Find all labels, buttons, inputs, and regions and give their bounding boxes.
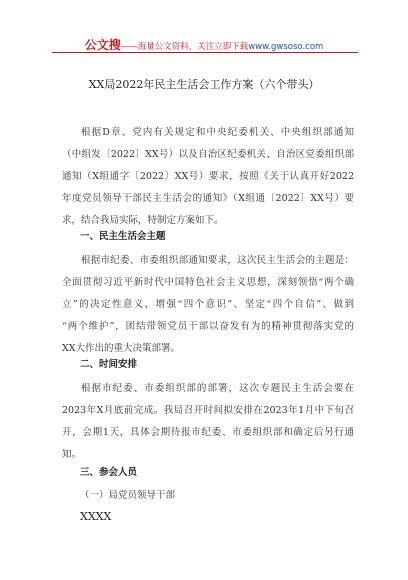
section-heading-theme: 一、民主生活会主题: [80, 231, 166, 242]
attendees-subheading: （一）局党员领导干部: [80, 490, 176, 501]
site-slogan: ——海量公文资料，关注立即下载: [120, 42, 249, 52]
section-schedule-paragraph: [62, 378, 354, 466]
paragraph-line: （中组发〔2022〕XX号）以及自治区纪委机关、自治区党委组织部: [62, 149, 354, 160]
header-divider: [52, 52, 358, 53]
intro-paragraph: [62, 122, 354, 232]
attendees-placeholder: XXXX: [80, 510, 112, 523]
section-heading-attendees: 三、参会人员: [80, 467, 138, 478]
document-title: XX局2022年民主生活会工作方案（六个带头）: [88, 78, 320, 91]
section-heading-schedule: 二、时间安排: [80, 359, 138, 370]
paragraph-line: 开，会期1天，具体会期待报市纪委、市委组织部和确定后另行通: [62, 427, 354, 438]
paragraph-line: 根据D章、党内有关规定和中央纪委机关、中央组织部通知: [81, 127, 354, 138]
paragraph-line: 通知（X组通字〔2022〕XX号）要求，按照《关于认真开好2022: [62, 171, 354, 182]
paragraph-line: 知。: [62, 449, 82, 460]
paragraph-line: 求，结合我局实际，特制定方案如下。: [62, 215, 224, 226]
paragraph-line: XX大作出的重大决策部署。: [62, 343, 181, 354]
paragraph-line: 2023年X月底前完成。我局召开时间拟安排在2023年1月中下旬召: [62, 405, 354, 416]
site-brand[interactable]: 公文搜: [84, 38, 121, 52]
site-header: [0, 34, 408, 52]
paragraph-line: “两个维护”，团结带领党员干部以奋发有为的精神贯彻落实党的: [62, 321, 354, 332]
section-theme-paragraph: [62, 250, 354, 360]
paragraph-line: 根据市纪委、市委组织部通知要求，这次民主生活会的主题是：: [81, 255, 354, 266]
paragraph-line: 立”的决定性意义，增强“四个意识”、坚定“四个自信”、做到: [62, 299, 354, 310]
paragraph-line: 年度党员领导干部民主生活会的通知》（X组通〔2022〕XX号）要: [62, 193, 354, 204]
paragraph-line: 根据市纪委、市委组织部的部署，这次专题民主生活会要在: [81, 383, 354, 394]
site-url-link[interactable]: www.gwsoso.com: [248, 42, 324, 52]
paragraph-line: 全面贯彻习近平新时代中国特色社会主义思想，深刻领悟“两个确: [62, 277, 354, 288]
